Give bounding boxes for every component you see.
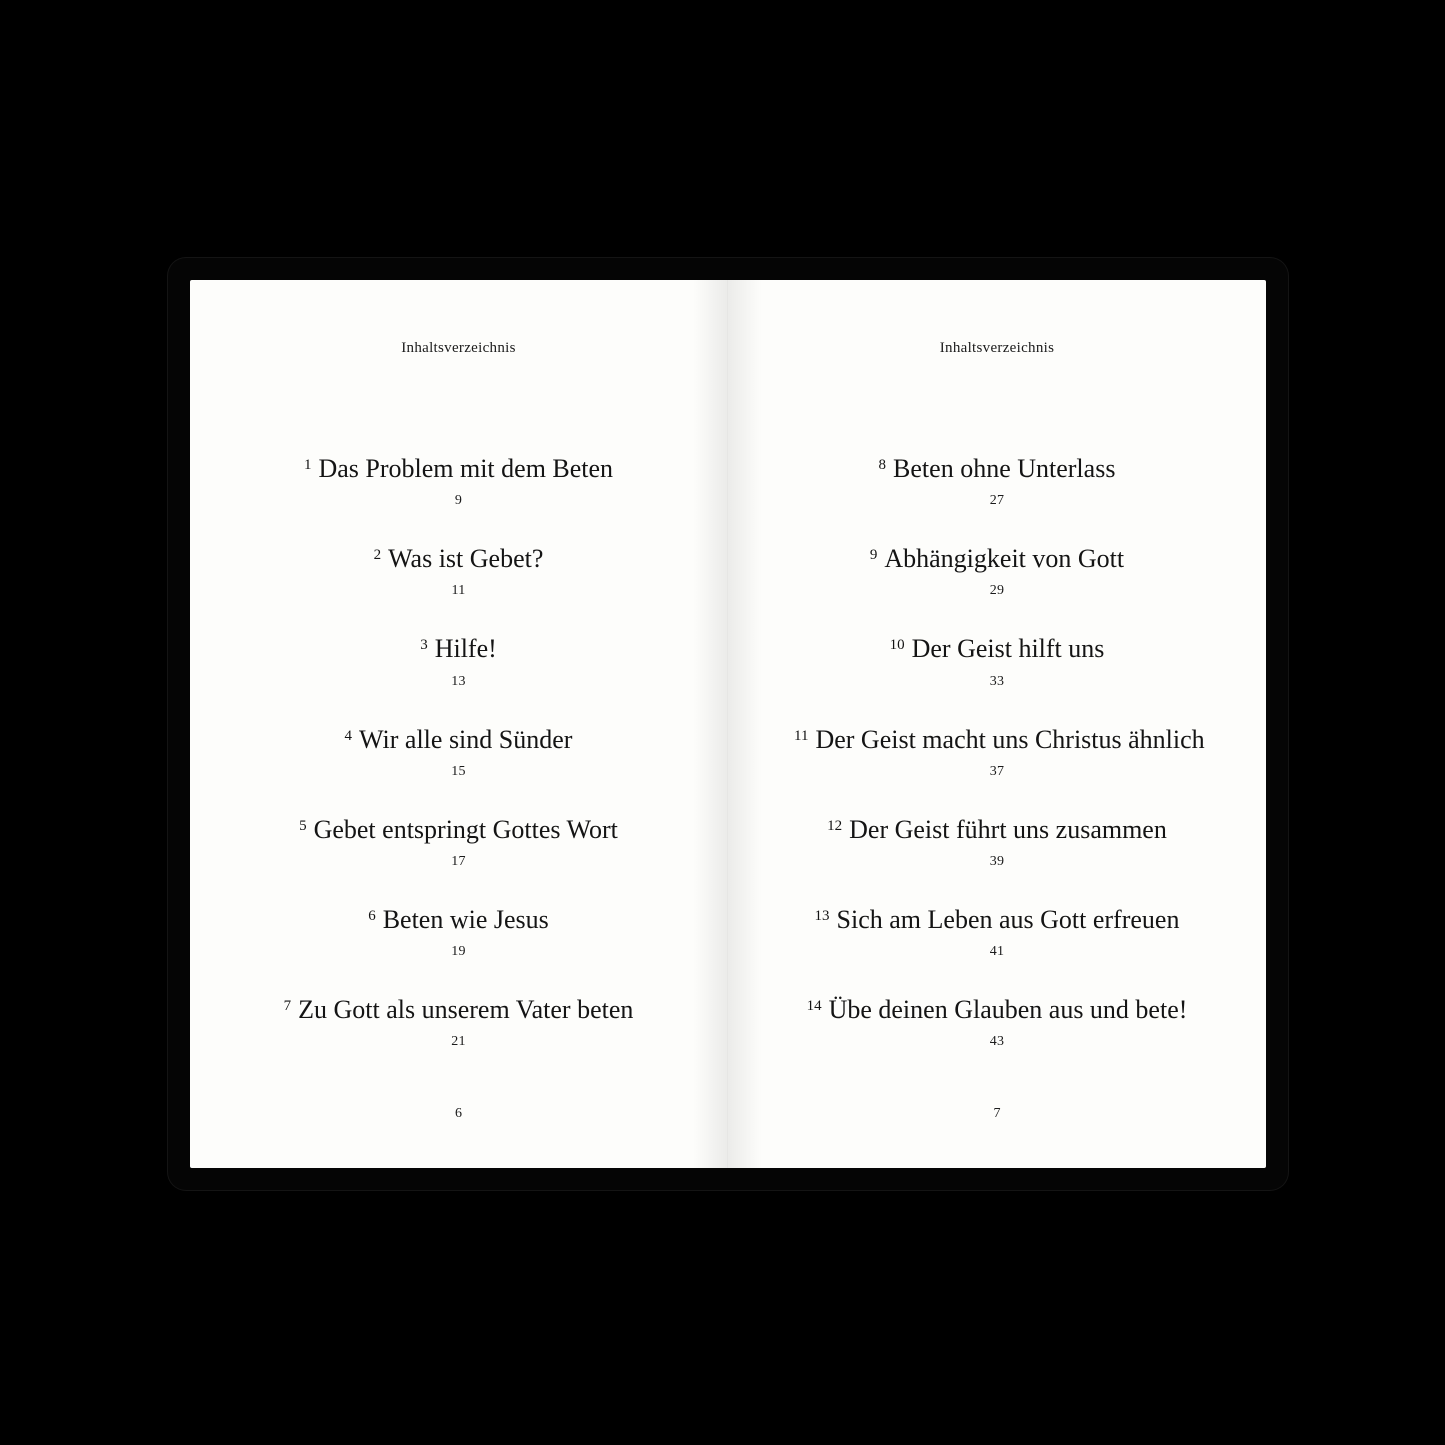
toc-entry-number: 3 [420, 637, 428, 654]
toc-entry-page: 37 [989, 763, 1005, 779]
toc-entry-title-line [256, 814, 661, 845]
toc-entry-page: 43 [989, 1034, 1005, 1050]
toc-entry-title: Sich am Leben aus Gott erfreuen [836, 904, 1180, 934]
toc-entry-page: 15 [451, 763, 466, 779]
toc-list-left [246, 453, 671, 1050]
toc-entry-title: Beten ohne Unterlass [893, 454, 1116, 483]
toc-entry[interactable] [794, 724, 1205, 780]
toc-entry-number: 6 [368, 907, 376, 924]
toc-entry-title: Zu Gott als unserem Vater beten [298, 995, 634, 1025]
toc-entry-title: Der Geist führt uns zusammen [849, 814, 1167, 844]
toc-entry-title-line [256, 633, 661, 664]
toc-entry-title-line [256, 994, 661, 1025]
toc-entry-title-line [256, 904, 661, 935]
toc-entry-title-line [794, 453, 1200, 484]
page-left [190, 280, 728, 1168]
book-spread [190, 280, 1266, 1168]
toc-entry-title-line [256, 724, 661, 755]
running-head-right: Inhaltsverzeichnis [939, 340, 1055, 356]
toc-entry-number: 1 [303, 457, 312, 473]
toc-entry-page: 27 [989, 493, 1005, 509]
toc-entry-title: Übe deinen Glauben aus und bete! [828, 995, 1188, 1025]
toc-entry-title-line [794, 543, 1200, 574]
toc-entry-title-line [794, 904, 1200, 935]
toc-entry-number: 10 [889, 637, 905, 654]
toc-entry-title-line [256, 453, 661, 484]
page-right [728, 280, 1266, 1168]
toc-entry-title: Hilfe! [434, 634, 497, 664]
toc-entry-number: 7 [283, 998, 292, 1015]
toc-entry-title-line [794, 724, 1205, 755]
toc-entry[interactable] [794, 814, 1200, 870]
toc-entry-title: Beten wie Jesus [382, 904, 549, 934]
toc-entry[interactable] [794, 904, 1200, 960]
open-book [168, 258, 1288, 1190]
toc-entry-title: Der Geist hilft uns [911, 634, 1105, 664]
toc-entry-page: 41 [989, 944, 1005, 960]
toc-entry-number: 2 [373, 547, 382, 564]
toc-entry-title-line [256, 543, 661, 574]
toc-entry[interactable] [794, 453, 1200, 509]
toc-entry[interactable] [256, 814, 661, 870]
folio-left: 6 [455, 1106, 462, 1121]
toc-entry-number: 14 [806, 998, 822, 1015]
toc-entry[interactable] [256, 543, 661, 599]
toc-entry-number: 12 [827, 817, 843, 834]
toc-entry-number: 5 [299, 817, 307, 834]
toc-entry-page: 9 [454, 493, 463, 509]
toc-entry[interactable] [794, 633, 1200, 689]
toc-entry-page: 17 [451, 853, 466, 869]
toc-entry-page: 33 [989, 673, 1005, 689]
toc-entry-title-line [794, 994, 1200, 1025]
toc-entry[interactable] [256, 724, 661, 780]
toc-entry-page: 11 [451, 583, 466, 599]
toc-entry-page: 13 [451, 673, 466, 689]
toc-list-right [784, 453, 1210, 1050]
toc-entry-title: Der Geist macht uns Christus ähnlich [815, 724, 1205, 754]
toc-entry[interactable] [256, 994, 661, 1050]
toc-entry-number: 4 [344, 727, 353, 744]
toc-entry-title: Gebet entspringt Gottes Wort [313, 814, 618, 844]
toc-entry[interactable] [256, 633, 661, 689]
toc-entry-title-line [794, 814, 1200, 845]
toc-entry-number: 11 [794, 727, 809, 744]
toc-entry[interactable] [256, 904, 661, 960]
toc-entry-title: Was ist Gebet? [388, 544, 544, 574]
toc-entry-page: 29 [989, 583, 1005, 599]
toc-entry[interactable] [256, 453, 661, 509]
toc-entry-number: 13 [814, 907, 830, 924]
running-head-left: Inhaltsverzeichnis [401, 340, 516, 356]
toc-entry-title: Abhängigkeit von Gott [884, 544, 1125, 574]
toc-entry-page: 19 [451, 944, 466, 960]
toc-entry-title: Wir alle sind Sünder [359, 724, 573, 754]
toc-entry-title-line [794, 633, 1200, 664]
toc-entry-number: 8 [878, 457, 887, 473]
toc-entry-number: 9 [869, 547, 878, 564]
toc-entry[interactable] [794, 994, 1200, 1050]
toc-entry-page: 21 [451, 1034, 466, 1050]
toc-entry-page: 39 [989, 853, 1005, 869]
toc-entry[interactable] [794, 543, 1200, 599]
toc-entry-title: Das Problem mit dem Beten [318, 454, 614, 483]
folio-right: 7 [993, 1106, 1001, 1121]
